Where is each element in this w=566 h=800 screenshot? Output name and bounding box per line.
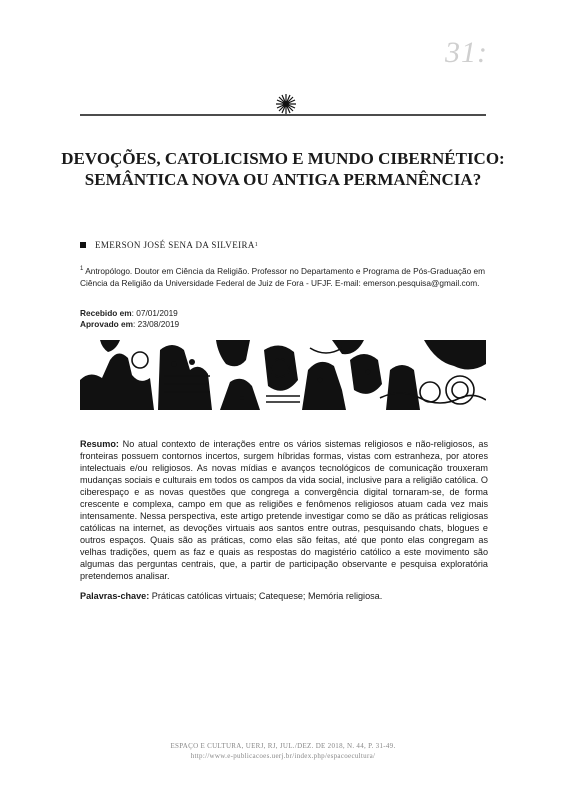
abstract-label: Resumo:: [80, 439, 119, 449]
footnote-marker: 1: [80, 266, 84, 272]
author-line: [80, 240, 258, 250]
abstract: [80, 438, 488, 582]
author-name: EMERSON JOSÉ SENA DA SILVEIRA: [95, 240, 255, 250]
journal-url: http://www.e-publicacoes.uerj.br/index.php/espacoecultura/: [190, 752, 376, 760]
sunburst-icon: [276, 94, 296, 114]
abstract-text: No atual contexto de interações entre os vários sistemas religiosos e não-religiosos, as fronteiras possuem contornos incertos, surgem híbridas formas, vistas com estranheza, por atores intelectuais e/ou religiosos. As novas mídias e avanços tecnológicos de comunicação trouxeram mudanças sociais e culturais em todos os campos da vida social, inclusive para a religião católica. O ciberespaço e as novas questões que congrega a convergência digital tornaram-se, de forma crescente e complexa, campo em que as religiões e fenômenos religiosos atuam cada vez mais intensamente. Nessa perspectiva, este artigo pretende investigar como se dão as práticas religiosas católicas na internet, as devoções virtuais aos santos entre outras, pesquisando chats, blogues e outros espaços. Quais são as práticas, como elas são feitas, até que ponto elas congregam as velhas tradições, quem as faz e quais as respostas do magistério católico a este movimento são algumas das perguntas centrais, que, a partir de participação observante e pesquisa exploratória pretendemos analisar.: [80, 439, 488, 581]
author-footnote: [80, 263, 488, 289]
approved-date: [80, 319, 179, 330]
keywords: [80, 590, 488, 602]
page-number: 31:: [445, 36, 488, 69]
decorative-banner-image: [80, 340, 486, 410]
keywords-label: Palavras-chave:: [80, 591, 150, 601]
received-value: : 07/01/2019: [131, 308, 178, 318]
page-footer: [0, 741, 566, 761]
journal-citation: ESPAÇO E CULTURA, UERJ, RJ, JUL./DEZ. DE 2018, N. 44, P. 31-49.: [170, 742, 396, 750]
received-date: [80, 308, 179, 319]
received-label: Recebido em: [80, 308, 132, 318]
submission-dates: [80, 308, 179, 330]
square-bullet-icon: [80, 242, 86, 248]
keywords-text: Práticas católicas virtuais; Catequese; Memória religiosa.: [149, 591, 383, 601]
footnote-text: Antropólogo. Doutor em Ciência da Religião. Professor no Departamento e Programa de Pós-Graduação em Ciência da Religião da Universidade Federal de Juiz de Fora - UFJF. E-mail: emerson.pesquisa@gmail.com.: [80, 265, 486, 288]
approved-label: Aprovado em: [80, 319, 134, 329]
article-title: DEVOÇÕES, CATOLICISMO E MUNDO CIBERNÉTICO: SEMÂNTICA NOVA OU ANTIGA PERMANÊNCIA?: [61, 149, 505, 189]
ornament-divider: [80, 94, 486, 116]
author-footnote-marker: 1: [254, 242, 259, 248]
approved-value: : 23/08/2019: [133, 319, 180, 329]
